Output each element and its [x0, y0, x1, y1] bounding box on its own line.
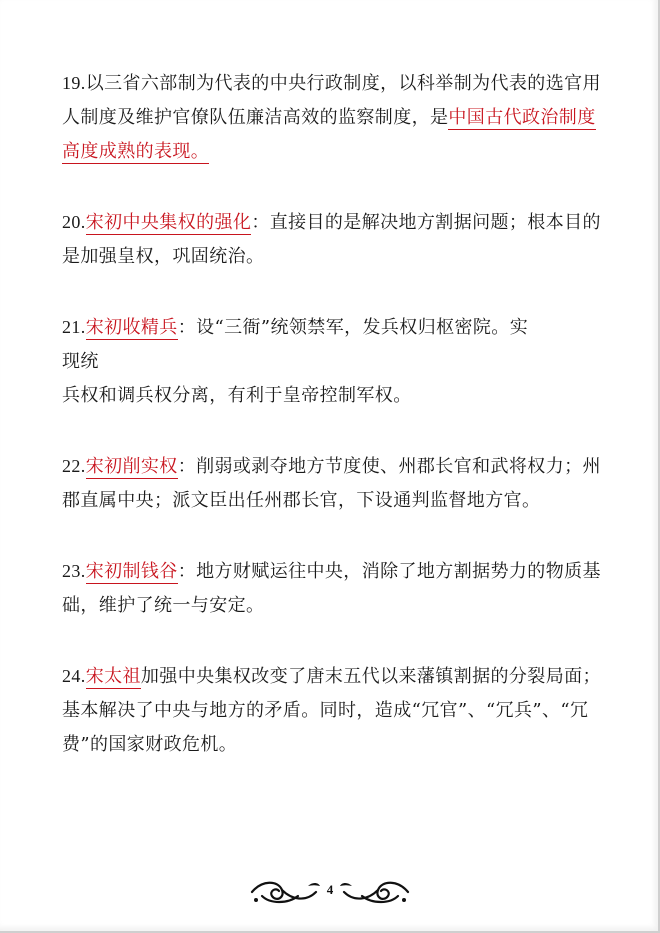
item-text-line3: 兵权和调兵权分离，有利于皇帝控制军权。 [62, 385, 412, 406]
item-text: 以三省六部制为代表的中央行政制度，以科举制为代表的选官用人制度及维护官僚队伍廉洁高效的监察制度，是 [62, 73, 601, 128]
item-21 [62, 310, 602, 413]
item-text: ：直接目的是解决地方割据问题；根本目的是加强皇权，巩固统治。 [62, 212, 601, 267]
item-20 [62, 205, 602, 274]
item-24 [62, 659, 602, 762]
item-number: 21. [62, 317, 86, 337]
item-highlight: 宋初削实权 [85, 456, 178, 477]
item-highlight: 宋初收精兵 [85, 317, 178, 338]
item-highlight: 宋初制钱谷 [85, 561, 178, 582]
page-footer [0, 872, 660, 912]
item-number: 22. [62, 456, 86, 476]
item-highlight: 宋初中央集权的强化 [85, 212, 252, 233]
item-text: ：削弱或剥夺地方节度使、州郡长官和武将权力；州郡直属中央；派文臣出任州郡长官，下设通判监督地方官。 [62, 456, 601, 511]
item-number: 23. [62, 561, 86, 581]
page-number: 4 [326, 882, 334, 897]
item-highlight: 中国古代政治制度高度成熟的表现。 [62, 107, 596, 162]
content-body [62, 66, 602, 798]
item-number: 20. [62, 212, 86, 232]
item-number: 24. [62, 666, 86, 686]
item-highlight: 宋太祖 [85, 666, 141, 687]
item-text: 加强中央集权改变了唐末五代以来藩镇割据的分裂局面；基本解决了中央与地方的矛盾。同时，造成“冗官”、“冗兵”、“冗费”的国家财政危机。 [62, 666, 601, 755]
item-19 [62, 66, 602, 169]
item-number: 19. [62, 73, 86, 93]
item-text-line2: 现统 [62, 351, 99, 372]
item-23 [62, 554, 602, 623]
item-text-line1: ：设“三衙”统领禁军，发兵权归枢密院。实 [177, 317, 529, 338]
item-text: ：地方财赋运往中央，消除了地方割据势力的物质基础，维护了统一与安定。 [62, 561, 601, 616]
item-22 [62, 449, 602, 518]
